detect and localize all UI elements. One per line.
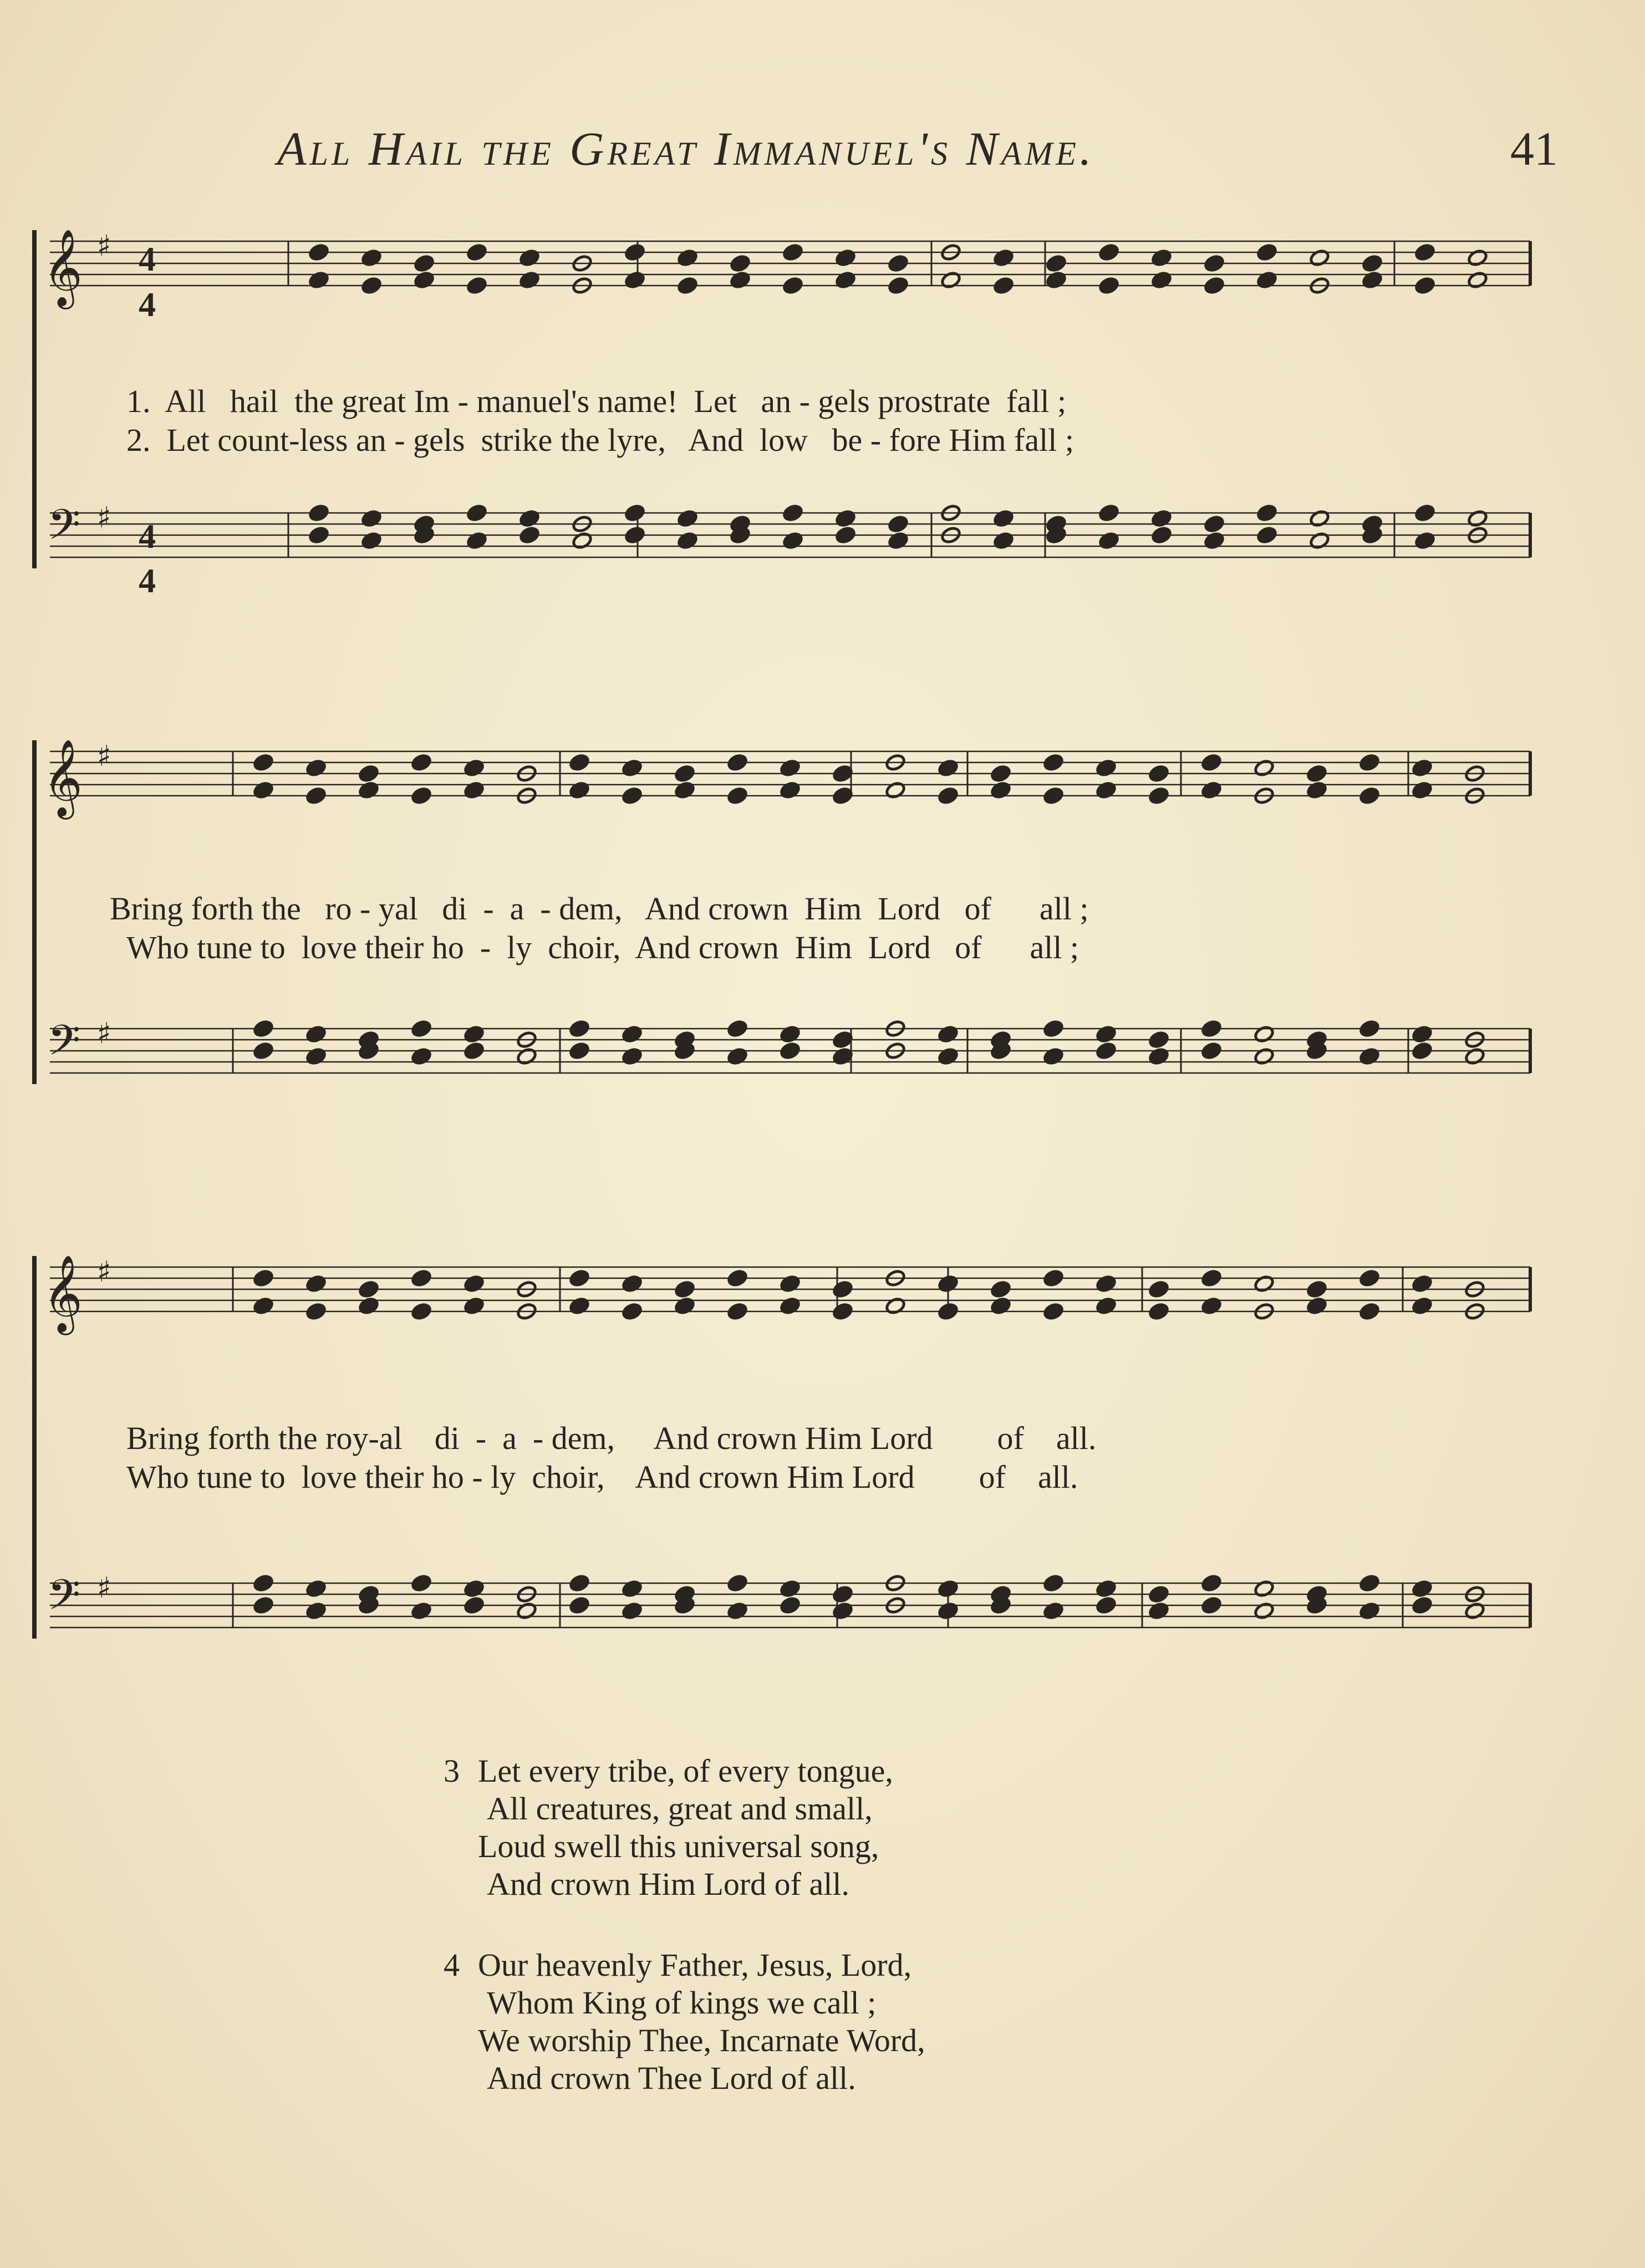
note-head	[1046, 254, 1067, 272]
note-head	[466, 276, 487, 294]
note-head	[1254, 759, 1275, 777]
note-head	[1204, 515, 1225, 533]
note-head	[780, 1579, 801, 1598]
note-head	[1201, 781, 1222, 799]
note-head	[1151, 509, 1172, 527]
note-head	[677, 248, 698, 267]
note-head	[1043, 1574, 1064, 1592]
note-head	[677, 276, 698, 294]
note-head	[519, 526, 540, 544]
note-head	[464, 781, 485, 799]
note-head	[940, 271, 961, 289]
note-head	[305, 1025, 327, 1043]
note-head	[1359, 1047, 1380, 1065]
note-head	[519, 271, 540, 289]
note-head	[1043, 786, 1064, 805]
note-head	[1201, 1596, 1222, 1614]
note-head	[938, 1025, 959, 1043]
note-head	[832, 1047, 853, 1065]
note-head	[411, 1019, 432, 1038]
note-head	[1412, 1596, 1433, 1614]
note-head	[782, 243, 803, 261]
lyrics-system-2-verse-1: Bring forth the ro - yal di - a - dem, And crown Him Lord of all ;	[110, 891, 1089, 927]
note-head	[938, 1274, 959, 1293]
note-head	[622, 1047, 643, 1065]
note-head	[677, 531, 698, 550]
note-head	[1256, 526, 1277, 544]
note-head	[361, 248, 382, 267]
note-head	[1204, 254, 1225, 272]
note-head	[464, 1274, 485, 1293]
note-head	[780, 781, 801, 799]
note-head	[1256, 504, 1277, 522]
note-head	[727, 1574, 748, 1592]
verse-line: Loud swell this universal song,	[478, 1828, 879, 1864]
bass-clef-icon: 𝄢	[48, 1016, 81, 1075]
note-head	[1467, 271, 1488, 289]
note-head	[414, 271, 435, 289]
note-head	[1151, 526, 1172, 544]
note-head	[411, 1302, 432, 1320]
note-head	[938, 1601, 959, 1620]
note-head	[780, 1596, 801, 1614]
note-head	[358, 1296, 379, 1315]
note-head	[1254, 1601, 1275, 1620]
note-head	[464, 1596, 485, 1614]
note-head	[1362, 254, 1383, 272]
time-signature-top-1: 4	[139, 241, 156, 278]
note-head	[1414, 531, 1435, 550]
note-head	[727, 753, 748, 771]
note-head	[411, 1574, 432, 1592]
note-head	[1309, 509, 1330, 527]
note-head	[361, 276, 382, 294]
treble-clef-icon: 𝄞	[43, 229, 83, 306]
note-head	[1254, 1274, 1275, 1293]
verse-line: Whom King of kings we call ;	[487, 1985, 877, 2021]
note-head	[1148, 1280, 1169, 1298]
note-head	[1306, 1296, 1327, 1315]
note-head	[1359, 786, 1380, 805]
note-head	[411, 1601, 432, 1620]
note-head	[1254, 1047, 1275, 1065]
time-signature-bottom-1: 4	[139, 286, 156, 324]
note-head	[782, 504, 803, 522]
note-head	[1359, 1574, 1380, 1592]
note-head	[253, 753, 274, 771]
note-head	[1359, 1601, 1380, 1620]
verse-3	[444, 1752, 893, 1903]
note-head	[358, 781, 379, 799]
note-head	[622, 1601, 643, 1620]
treble-clef-icon: 𝄞	[43, 739, 83, 816]
note-head	[780, 1296, 801, 1315]
note-head	[411, 753, 432, 771]
note-head	[1414, 276, 1435, 294]
note-head	[1098, 243, 1119, 261]
note-head	[1098, 276, 1119, 294]
note-head	[674, 781, 695, 799]
note-head	[1096, 1274, 1117, 1293]
note-head	[1096, 781, 1117, 799]
note-head	[253, 1269, 274, 1287]
sharp-sign-icon: ♯	[97, 1017, 111, 1050]
note-head	[1256, 243, 1277, 261]
note-head	[624, 243, 645, 261]
note-head	[361, 509, 382, 527]
note-head	[832, 1302, 853, 1320]
note-head	[993, 531, 1014, 550]
verse-line: Our heavenly Father, Jesus, Lord,	[478, 1947, 912, 1983]
note-head	[1043, 753, 1064, 771]
time-signature-bottom-2: 4	[139, 562, 156, 600]
note-head	[938, 1302, 959, 1320]
note-head	[1306, 781, 1327, 799]
note-head	[730, 254, 751, 272]
note-head	[305, 1274, 327, 1293]
note-head	[780, 1274, 801, 1293]
note-head	[993, 248, 1014, 267]
note-head	[1201, 1041, 1222, 1060]
note-head	[674, 1296, 695, 1315]
page-number: 41	[1510, 122, 1558, 175]
note-head	[516, 1047, 537, 1065]
note-head	[1412, 781, 1433, 799]
note-head	[1306, 764, 1327, 782]
note-head	[1043, 1269, 1064, 1287]
note-head	[1151, 248, 1172, 267]
note-head	[1148, 1601, 1169, 1620]
note-head	[780, 1041, 801, 1060]
bass-clef-icon: 𝄢	[48, 500, 81, 560]
verse-line: All creatures, great and small,	[487, 1791, 873, 1827]
note-head	[1414, 243, 1435, 261]
note-head	[253, 781, 274, 799]
verse-line: Let every tribe, of every tongue,	[478, 1753, 893, 1789]
note-head	[1046, 271, 1067, 289]
verse-4	[444, 1946, 925, 2097]
sharp-sign-icon: ♯	[97, 740, 111, 773]
note-head	[622, 759, 643, 777]
note-head	[1412, 1579, 1433, 1598]
note-head	[1309, 531, 1330, 550]
verse-line: And crown Him Lord of all.	[487, 1866, 849, 1902]
note-head	[888, 276, 909, 294]
bass-clef-icon: 𝄢	[48, 1570, 81, 1630]
note-head	[888, 531, 909, 550]
note-head	[569, 1019, 590, 1038]
note-head	[677, 509, 698, 527]
note-head	[1412, 1025, 1433, 1043]
note-head	[1201, 1574, 1222, 1592]
note-head	[990, 764, 1011, 782]
note-head	[832, 1030, 853, 1049]
note-head	[1204, 531, 1225, 550]
note-head	[1306, 1280, 1327, 1298]
note-head	[1148, 764, 1169, 782]
note-head	[1096, 1296, 1117, 1315]
note-head	[938, 1579, 959, 1598]
note-head	[832, 1280, 853, 1298]
note-head	[308, 243, 329, 261]
note-head	[1464, 1601, 1485, 1620]
note-head	[1201, 1296, 1222, 1315]
note-head	[519, 248, 540, 267]
note-head	[727, 1019, 748, 1038]
note-head	[414, 254, 435, 272]
note-head	[832, 764, 853, 782]
sharp-sign-icon: ♯	[97, 1572, 111, 1605]
note-head	[1414, 504, 1435, 522]
note-head	[305, 1579, 327, 1598]
note-head	[1412, 1296, 1433, 1315]
note-head	[782, 276, 803, 294]
note-head	[569, 781, 590, 799]
note-head	[1151, 271, 1172, 289]
note-head	[885, 1296, 906, 1315]
note-head	[358, 764, 379, 782]
note-head	[569, 1574, 590, 1592]
lyrics-system-3-verse-2: Who tune to love their ho - ly choir, And crown Him Lord of all.	[126, 1459, 1078, 1495]
verse-number: 4	[444, 1947, 460, 1983]
note-head	[464, 1041, 485, 1060]
note-head	[993, 276, 1014, 294]
sharp-sign-icon: ♯	[97, 1255, 111, 1289]
note-head	[938, 786, 959, 805]
note-head	[835, 271, 856, 289]
note-head	[835, 526, 856, 544]
note-head	[622, 1025, 643, 1043]
note-head	[1096, 1579, 1117, 1598]
note-head	[1096, 759, 1117, 777]
note-head	[780, 759, 801, 777]
note-head	[622, 786, 643, 805]
note-head	[1464, 1047, 1485, 1065]
note-head	[569, 1269, 590, 1287]
lyrics-system-1-verse-1: 1. All hail the great Im - manuel's name! Let an - gels prostrate fall ;	[126, 383, 1067, 419]
note-head	[832, 1601, 853, 1620]
lyrics-system-2-verse-2: Who tune to love their ho - ly choir, And crown Him Lord of all ;	[126, 929, 1079, 965]
note-head	[308, 271, 329, 289]
note-head	[782, 531, 803, 550]
note-head	[1467, 509, 1488, 527]
note-head	[305, 1047, 327, 1065]
lyrics-system-3-verse-1: Bring forth the roy-al di - a - dem, And crown Him Lord of all.	[126, 1420, 1097, 1456]
note-head	[466, 504, 487, 522]
note-head	[1096, 1025, 1117, 1043]
note-head	[305, 1601, 327, 1620]
note-head	[253, 1296, 274, 1315]
note-head	[780, 1025, 801, 1043]
note-head	[727, 786, 748, 805]
note-head	[1098, 504, 1119, 522]
note-head	[1148, 1585, 1169, 1603]
note-head	[1359, 1269, 1380, 1287]
note-head	[835, 248, 856, 267]
note-head	[1204, 276, 1225, 294]
note-head	[253, 1574, 274, 1592]
note-head	[569, 753, 590, 771]
note-head	[305, 1302, 327, 1320]
note-head	[727, 1047, 748, 1065]
note-head	[308, 504, 329, 522]
note-head	[938, 759, 959, 777]
note-head	[622, 1302, 643, 1320]
note-head	[1254, 1025, 1275, 1043]
note-head	[624, 526, 645, 544]
note-head	[1256, 271, 1277, 289]
note-head	[411, 1047, 432, 1065]
note-head	[466, 243, 487, 261]
note-head	[888, 515, 909, 533]
note-head	[464, 1296, 485, 1315]
note-head	[1412, 1274, 1433, 1293]
note-head	[727, 1601, 748, 1620]
note-head	[993, 509, 1014, 527]
note-head	[358, 1280, 379, 1298]
note-head	[361, 531, 382, 550]
note-head	[1201, 1019, 1222, 1038]
note-head	[569, 1296, 590, 1315]
note-head	[1148, 1030, 1169, 1049]
note-head	[1096, 1596, 1117, 1614]
note-head	[990, 1280, 1011, 1298]
note-head	[1201, 753, 1222, 771]
note-head	[1359, 753, 1380, 771]
note-head	[624, 504, 645, 522]
note-head	[572, 531, 593, 550]
note-head	[727, 1269, 748, 1287]
note-head	[411, 786, 432, 805]
note-head	[832, 786, 853, 805]
note-head	[674, 1280, 695, 1298]
note-head	[569, 1596, 590, 1614]
note-head	[990, 1296, 1011, 1315]
note-head	[411, 1269, 432, 1287]
note-head	[464, 1025, 485, 1043]
note-head	[1467, 248, 1488, 267]
note-head	[990, 781, 1011, 799]
note-head	[308, 526, 329, 544]
note-head	[305, 759, 327, 777]
sharp-sign-icon: ♯	[97, 230, 111, 263]
note-head	[253, 1019, 274, 1038]
note-head	[1148, 1302, 1169, 1320]
verse-number: 3	[444, 1753, 460, 1789]
note-head	[1043, 1601, 1064, 1620]
note-head	[253, 1041, 274, 1060]
note-head	[1359, 1019, 1380, 1038]
note-head	[1043, 1019, 1064, 1038]
note-head	[622, 1274, 643, 1293]
note-head	[1412, 1041, 1433, 1060]
note-head	[888, 254, 909, 272]
lyrics-system-1-verse-2: 2. Let count-less an - gels strike the lyre, And low be - fore Him fall ;	[126, 422, 1074, 458]
verse-line: We worship Thee, Incarnate Word,	[478, 2022, 925, 2058]
note-head	[622, 1579, 643, 1598]
note-head	[624, 271, 645, 289]
note-head	[519, 509, 540, 527]
note-head	[674, 764, 695, 782]
note-head	[1201, 1269, 1222, 1287]
note-head	[938, 1047, 959, 1065]
note-head	[1362, 271, 1383, 289]
running-title: All Hail the Great Immanuel's Name.	[277, 122, 1095, 175]
note-head	[1412, 759, 1433, 777]
note-head	[1309, 248, 1330, 267]
note-head	[730, 271, 751, 289]
note-head	[1043, 1302, 1064, 1320]
note-head	[727, 1302, 748, 1320]
note-head	[1148, 786, 1169, 805]
note-head	[832, 1585, 853, 1603]
note-head	[885, 781, 906, 799]
note-head	[464, 759, 485, 777]
note-head	[1254, 1579, 1275, 1598]
note-head	[466, 531, 487, 550]
note-head	[305, 786, 327, 805]
verse-line: And crown Thee Lord of all.	[487, 2060, 856, 2096]
clefs	[43, 229, 111, 1630]
note-head	[569, 1041, 590, 1060]
note-head	[1096, 1041, 1117, 1060]
note-head	[1043, 1047, 1064, 1065]
note-head	[516, 1601, 537, 1620]
note-head	[1359, 1302, 1380, 1320]
time-signature-top-2: 4	[139, 518, 156, 556]
note-head	[835, 509, 856, 527]
sharp-sign-icon: ♯	[97, 501, 111, 535]
treble-clef-icon: 𝄞	[43, 1255, 83, 1332]
note-head	[253, 1596, 274, 1614]
note-head	[1148, 1047, 1169, 1065]
note-head	[1098, 531, 1119, 550]
note-head	[464, 1579, 485, 1598]
